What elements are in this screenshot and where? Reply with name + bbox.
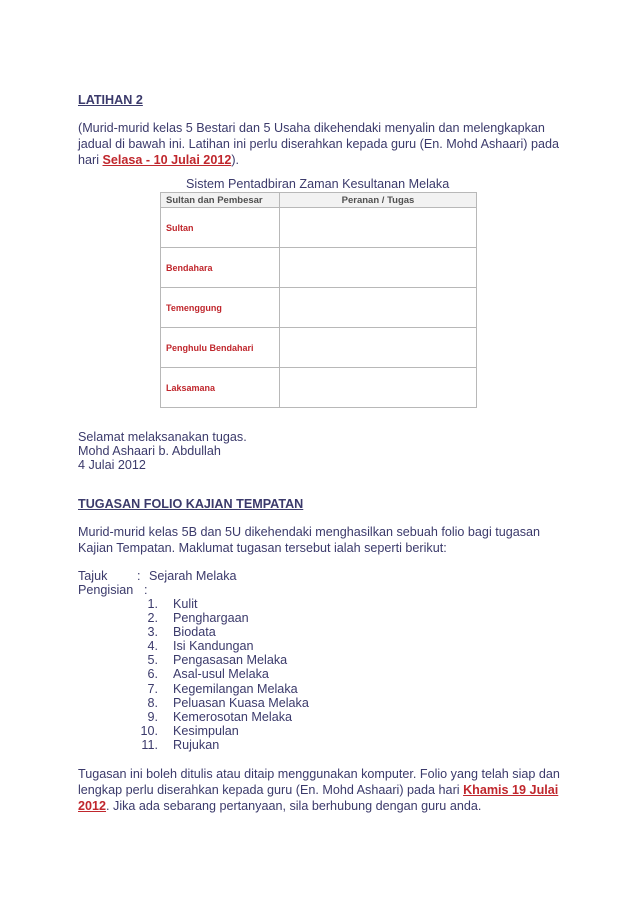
list-item-number: 6. [147,667,158,681]
closing-line2 [78,783,558,799]
signoff-line2: Mohd Ashaari b. Abdullah [78,444,221,458]
latihan-para-line3 [78,153,239,169]
list-item-number: 1. [147,597,158,611]
folio-intro-line1: Murid-murid kelas 5B dan 5U dikehendaki menghasilkan sebuah folio bagi tugasan [78,525,541,539]
administration-table [160,192,477,408]
table-cell-role: Penghulu Bendahari [161,328,280,368]
list-item-number: 10. [140,724,158,738]
list-item-number: 4. [147,639,158,653]
list-item-number: 7. [147,682,158,696]
closing-line1: Tugasan ini boleh ditulis atau ditaip menggunakan komputer. Folio yang telah siap dan [78,767,560,781]
list-item-number: 8. [147,696,158,710]
latihan-para-line2: jadual di bawah ini. Latihan ini perlu diserahkan kepada guru (En. Mohd Ashaari) pada [78,137,559,151]
table-header-col1: Sultan dan Pembesar [161,193,280,208]
latihan-para-line1: (Murid-murid kelas 5 Bestari dan 5 Usaha dikehendaki menyalin dan melengkapkan [78,121,545,135]
list-item-number: 3. [147,625,158,639]
list-item-number: 2. [147,611,158,625]
tajuk-label: Tajuk [78,569,108,583]
pengisian-colon: : [144,583,148,597]
list-item: Kulit [173,597,198,611]
list-item-number: 5. [147,653,158,667]
tajuk-value: Sejarah Melaka [149,569,237,583]
list-item: Asal-usul Melaka [173,667,269,681]
table-cell-role: Bendahara [161,248,280,288]
table-cell-role: Temenggung [161,288,280,328]
table-cell-duty [280,368,477,408]
latihan-para-line3-prefix: hari [78,153,103,167]
list-item: Rujukan [173,738,220,752]
table-header-row [161,193,477,208]
table-cell-duty [280,328,477,368]
table-cell-role: Laksamana [161,368,280,408]
table-cell-duty [280,288,477,328]
list-item-number: 9. [147,710,158,724]
table-cell-duty [280,248,477,288]
signoff-line1: Selamat melaksanakan tugas. [78,430,247,444]
folio-intro-line2: Kajian Tempatan. Maklumat tugasan tersebut ialah seperti berikut: [78,541,447,555]
list-item: Kesimpulan [173,724,239,738]
closing-line3-suffix: . Jika ada sebarang pertanyaan, sila berhubung dengan guru anda. [106,799,482,813]
list-item: Pengasasan Melaka [173,653,288,667]
list-item: Peluasan Kuasa Melaka [173,696,309,710]
pengisian-label: Pengisian [78,583,134,597]
list-item-number: 11. [141,738,158,752]
list-item: Penghargaan [173,611,249,625]
table-row [161,328,477,368]
table-row [161,288,477,328]
table-cell-role: Sultan [161,208,280,248]
latihan-heading: LATIHAN 2 [78,93,143,107]
list-item: Kemerosotan Melaka [173,710,293,724]
table-title: Sistem Pentadbiran Zaman Kesultanan Melaka [186,177,450,191]
table-row [161,208,477,248]
table-cell-duty [280,208,477,248]
list-item: Isi Kandungan [173,639,254,653]
tajuk-colon: : [137,569,141,583]
closing-line2-prefix: lengkap perlu diserahkan kepada guru (En. Mohd Ashaari) pada hari [78,783,464,797]
table-row [161,368,477,408]
latihan-para-line3-suffix: ). [231,153,240,167]
closing-line3 [78,799,481,815]
list-item: Kegemilangan Melaka [173,682,298,696]
closing-date-part2: 2012 [78,799,107,813]
table-row [161,248,477,288]
folio-heading: TUGASAN FOLIO KAJIAN TEMPATAN [78,497,304,511]
list-item: Biodata [173,625,216,639]
closing-date-part1: Khamis 19 Julai [463,783,559,797]
signoff-line3: 4 Julai 2012 [78,458,146,472]
due-date: Selasa - 10 Julai 2012 [102,153,232,167]
table-header-col2: Peranan / Tugas [280,193,477,208]
